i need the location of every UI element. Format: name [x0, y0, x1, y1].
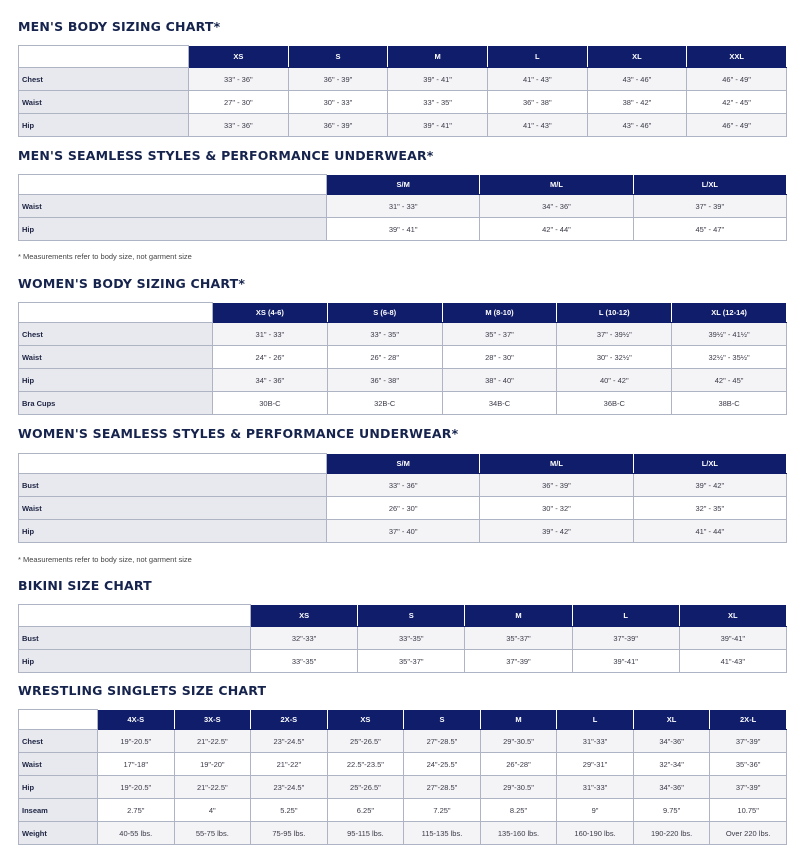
- mens-body-table: [18, 45, 787, 137]
- table-row: [19, 218, 787, 241]
- measurement-cell: 115-135 lbs.: [404, 822, 481, 845]
- measurement-cell: 35"-37": [358, 650, 465, 673]
- measurement-cell: 43" - 46": [587, 114, 687, 137]
- measurement-cell: 25"-26.5": [327, 776, 404, 799]
- size-header: M: [480, 710, 557, 730]
- measurement-cell: 36" - 39": [288, 114, 388, 137]
- row-label: Waist: [19, 195, 327, 218]
- mens-seamless-table: [18, 174, 787, 241]
- header-blank-cell: [19, 46, 189, 68]
- table-header-row: [19, 710, 787, 730]
- table-row: [19, 91, 787, 114]
- size-header: L: [487, 46, 587, 68]
- measurement-cell: 46" - 49": [687, 68, 787, 91]
- measurement-cell: 38" - 40": [442, 369, 557, 392]
- size-header: XL: [679, 605, 786, 627]
- measurement-cell: 5.25": [251, 799, 328, 822]
- measurement-cell: 31" - 33": [327, 195, 480, 218]
- size-header: L/XL: [633, 175, 786, 195]
- measurement-cell: 37"-39": [710, 776, 787, 799]
- table-row: [19, 369, 787, 392]
- measurement-cell: 27"-28.5": [404, 776, 481, 799]
- row-label: Hip: [19, 520, 327, 543]
- row-label: Chest: [19, 68, 189, 91]
- measurement-cell: 36" - 38": [487, 91, 587, 114]
- measurement-cell: 30" - 32": [480, 497, 633, 520]
- table-row: [19, 392, 787, 415]
- measurement-cell: 31"-33": [557, 730, 634, 753]
- size-header: S: [358, 605, 465, 627]
- measurement-cell: Over 220 lbs.: [710, 822, 787, 845]
- table-row: [19, 497, 787, 520]
- measurement-cell: 6.25": [327, 799, 404, 822]
- table-header-row: [19, 175, 787, 195]
- table-row: [19, 520, 787, 543]
- measurement-cell: 36" - 38": [327, 369, 442, 392]
- measurement-cell: 21"-22.5": [174, 776, 251, 799]
- size-header: M: [388, 46, 488, 68]
- measurement-cell: 24"-25.5": [404, 753, 481, 776]
- size-header: M: [465, 605, 572, 627]
- measurement-cell: 39" - 42": [480, 520, 633, 543]
- measurement-cell: 30" - 32½": [557, 346, 672, 369]
- measurement-cell: 39" - 41": [327, 218, 480, 241]
- size-header: XS (4-6): [213, 303, 328, 323]
- measurement-cell: 9": [557, 799, 634, 822]
- measurement-cell: 31"-33": [557, 776, 634, 799]
- bikini-table: [18, 604, 787, 673]
- row-label: Bust: [19, 474, 327, 497]
- measurement-cell: 41"-43": [679, 650, 786, 673]
- table-row: [19, 68, 787, 91]
- measurement-cell: 23"-24.5": [251, 776, 328, 799]
- row-label: Inseam: [19, 799, 98, 822]
- measurement-cell: 23"-24.5": [251, 730, 328, 753]
- measurement-cell: 43" - 46": [587, 68, 687, 91]
- size-header: M/L: [480, 175, 633, 195]
- table-row: [19, 799, 787, 822]
- table-row: [19, 753, 787, 776]
- measurement-cell: 39"-41": [679, 627, 786, 650]
- measurement-cell: 29"-31": [557, 753, 634, 776]
- measurement-cell: 19"-20.5": [98, 730, 175, 753]
- measurement-cell: 32"-33": [251, 627, 358, 650]
- measurement-cell: 40-55 lbs.: [98, 822, 175, 845]
- measurement-cell: 21"-22.5": [174, 730, 251, 753]
- mens-seamless-note: * Measurements refer to body size, not garment size: [18, 252, 192, 261]
- womens-seamless-table: [18, 453, 787, 543]
- mens-seamless-title: MEN'S SEAMLESS STYLES & PERFORMANCE UNDERWEAR*: [18, 148, 434, 163]
- header-blank-cell: [19, 454, 327, 474]
- table-row: [19, 323, 787, 346]
- row-label: Hip: [19, 650, 251, 673]
- size-header: XS: [189, 46, 289, 68]
- table-row: [19, 730, 787, 753]
- womens-body-title: WOMEN'S BODY SIZING CHART*: [18, 276, 246, 291]
- measurement-cell: 39" - 42": [633, 474, 786, 497]
- row-label: Waist: [19, 497, 327, 520]
- size-header: S/M: [327, 175, 480, 195]
- size-header: XL: [633, 710, 710, 730]
- table-row: [19, 114, 787, 137]
- measurement-cell: 39" - 41": [388, 68, 488, 91]
- measurement-cell: 29"-30.5": [480, 730, 557, 753]
- measurement-cell: 21"-22": [251, 753, 328, 776]
- measurement-cell: 33" - 36": [327, 474, 480, 497]
- measurement-cell: 17"-18": [98, 753, 175, 776]
- row-label: Waist: [19, 346, 213, 369]
- measurement-cell: 4": [174, 799, 251, 822]
- measurement-cell: 37"-39": [572, 627, 679, 650]
- measurement-cell: 33"-35": [251, 650, 358, 673]
- size-header: S: [404, 710, 481, 730]
- row-label: Hip: [19, 218, 327, 241]
- measurement-cell: 33" - 35": [388, 91, 488, 114]
- measurement-cell: 24" - 26": [213, 346, 328, 369]
- measurement-cell: 33" - 36": [189, 114, 289, 137]
- size-header: S/M: [327, 454, 480, 474]
- measurement-cell: 22.5"-23.5": [327, 753, 404, 776]
- measurement-cell: 42" - 45": [687, 91, 787, 114]
- measurement-cell: 30B-C: [213, 392, 328, 415]
- size-header: L/XL: [633, 454, 786, 474]
- size-header: M/L: [480, 454, 633, 474]
- size-header: L: [572, 605, 679, 627]
- measurement-cell: 26" - 30": [327, 497, 480, 520]
- measurement-cell: 25"-26.5": [327, 730, 404, 753]
- measurement-cell: 19"-20": [174, 753, 251, 776]
- measurement-cell: 35" - 37": [442, 323, 557, 346]
- size-header: M (8-10): [442, 303, 557, 323]
- size-header: XS: [251, 605, 358, 627]
- size-header: S: [288, 46, 388, 68]
- measurement-cell: 41" - 43": [487, 68, 587, 91]
- measurement-cell: 160-190 lbs.: [557, 822, 634, 845]
- measurement-cell: 34" - 36": [480, 195, 633, 218]
- measurement-cell: 34"-36": [633, 776, 710, 799]
- row-label: Chest: [19, 730, 98, 753]
- wrestling-table: [18, 709, 787, 845]
- measurement-cell: 36B-C: [557, 392, 672, 415]
- measurement-cell: 39"-41": [572, 650, 679, 673]
- row-label: Weight: [19, 822, 98, 845]
- measurement-cell: 33"-35": [358, 627, 465, 650]
- table-row: [19, 346, 787, 369]
- measurement-cell: 7.25": [404, 799, 481, 822]
- row-label: Hip: [19, 369, 213, 392]
- table-header-row: [19, 605, 787, 627]
- header-blank-cell: [19, 303, 213, 323]
- size-header: L (10-12): [557, 303, 672, 323]
- womens-body-table: [18, 302, 787, 415]
- measurement-cell: 26" - 28": [327, 346, 442, 369]
- measurement-cell: 35"-37": [465, 627, 572, 650]
- table-header-row: [19, 46, 787, 68]
- measurement-cell: 39" - 41": [388, 114, 488, 137]
- table-row: [19, 650, 787, 673]
- mens-body-title: MEN'S BODY SIZING CHART*: [18, 19, 221, 34]
- table-row: [19, 474, 787, 497]
- table-row: [19, 195, 787, 218]
- size-header: L: [557, 710, 634, 730]
- measurement-cell: 37" - 39½": [557, 323, 672, 346]
- measurement-cell: 26"-28": [480, 753, 557, 776]
- measurement-cell: 75-95 lbs.: [251, 822, 328, 845]
- measurement-cell: 37" - 39": [633, 195, 786, 218]
- header-blank-cell: [19, 175, 327, 195]
- bikini-title: BIKINI SIZE CHART: [18, 578, 152, 593]
- womens-seamless-note: * Measurements refer to body size, not garment size: [18, 555, 192, 564]
- measurement-cell: 32"-34": [633, 753, 710, 776]
- measurement-cell: 34" - 36": [213, 369, 328, 392]
- measurement-cell: 45" - 47": [633, 218, 786, 241]
- measurement-cell: 38B-C: [672, 392, 787, 415]
- measurement-cell: 40" - 42": [557, 369, 672, 392]
- row-label: Bra Cups: [19, 392, 213, 415]
- measurement-cell: 35"-36": [710, 753, 787, 776]
- size-header: 2X-L: [710, 710, 787, 730]
- measurement-cell: 30" - 33": [288, 91, 388, 114]
- size-header: 4X-S: [98, 710, 175, 730]
- measurement-cell: 32B-C: [327, 392, 442, 415]
- size-header: 2X-S: [251, 710, 328, 730]
- measurement-cell: 27"-28.5": [404, 730, 481, 753]
- measurement-cell: 190-220 lbs.: [633, 822, 710, 845]
- measurement-cell: 31" - 33": [213, 323, 328, 346]
- measurement-cell: 33" - 36": [189, 68, 289, 91]
- measurement-cell: 37"-39": [465, 650, 572, 673]
- size-header: XXL: [687, 46, 787, 68]
- size-header: XS: [327, 710, 404, 730]
- measurement-cell: 9.75": [633, 799, 710, 822]
- measurement-cell: 10.75": [710, 799, 787, 822]
- measurement-cell: 2.75": [98, 799, 175, 822]
- table-row: [19, 822, 787, 845]
- measurement-cell: 33" - 35": [327, 323, 442, 346]
- row-label: Chest: [19, 323, 213, 346]
- row-label: Hip: [19, 776, 98, 799]
- measurement-cell: 55-75 lbs.: [174, 822, 251, 845]
- measurement-cell: 34"-36": [633, 730, 710, 753]
- size-header: XL (12-14): [672, 303, 787, 323]
- size-header: 3X-S: [174, 710, 251, 730]
- measurement-cell: 42" - 44": [480, 218, 633, 241]
- womens-seamless-title: WOMEN'S SEAMLESS STYLES & PERFORMANCE UNDERWEAR*: [18, 426, 459, 441]
- row-label: Waist: [19, 753, 98, 776]
- header-blank-cell: [19, 710, 98, 730]
- measurement-cell: 39½" - 41½": [672, 323, 787, 346]
- measurement-cell: 36" - 39": [480, 474, 633, 497]
- size-header: S (6-8): [327, 303, 442, 323]
- measurement-cell: 27" - 30": [189, 91, 289, 114]
- header-blank-cell: [19, 605, 251, 627]
- row-label: Hip: [19, 114, 189, 137]
- size-header: XL: [587, 46, 687, 68]
- row-label: Waist: [19, 91, 189, 114]
- row-label: Bust: [19, 627, 251, 650]
- measurement-cell: 29"-30.5": [480, 776, 557, 799]
- table-header-row: [19, 303, 787, 323]
- measurement-cell: 28" - 30": [442, 346, 557, 369]
- table-header-row: [19, 454, 787, 474]
- measurement-cell: 41" - 44": [633, 520, 786, 543]
- measurement-cell: 36" - 39": [288, 68, 388, 91]
- measurement-cell: 37"-39": [710, 730, 787, 753]
- measurement-cell: 38" - 42": [587, 91, 687, 114]
- measurement-cell: 95-115 lbs.: [327, 822, 404, 845]
- measurement-cell: 46" - 49": [687, 114, 787, 137]
- measurement-cell: 34B-C: [442, 392, 557, 415]
- measurement-cell: 42" - 45": [672, 369, 787, 392]
- measurement-cell: 32½" - 35½": [672, 346, 787, 369]
- measurement-cell: 135-160 lbs.: [480, 822, 557, 845]
- table-row: [19, 776, 787, 799]
- measurement-cell: 37" - 40": [327, 520, 480, 543]
- measurement-cell: 41" - 43": [487, 114, 587, 137]
- table-row: [19, 627, 787, 650]
- wrestling-title: WRESTLING SINGLETS SIZE CHART: [18, 683, 267, 698]
- measurement-cell: 19"-20.5": [98, 776, 175, 799]
- measurement-cell: 32" - 35": [633, 497, 786, 520]
- measurement-cell: 8.25": [480, 799, 557, 822]
